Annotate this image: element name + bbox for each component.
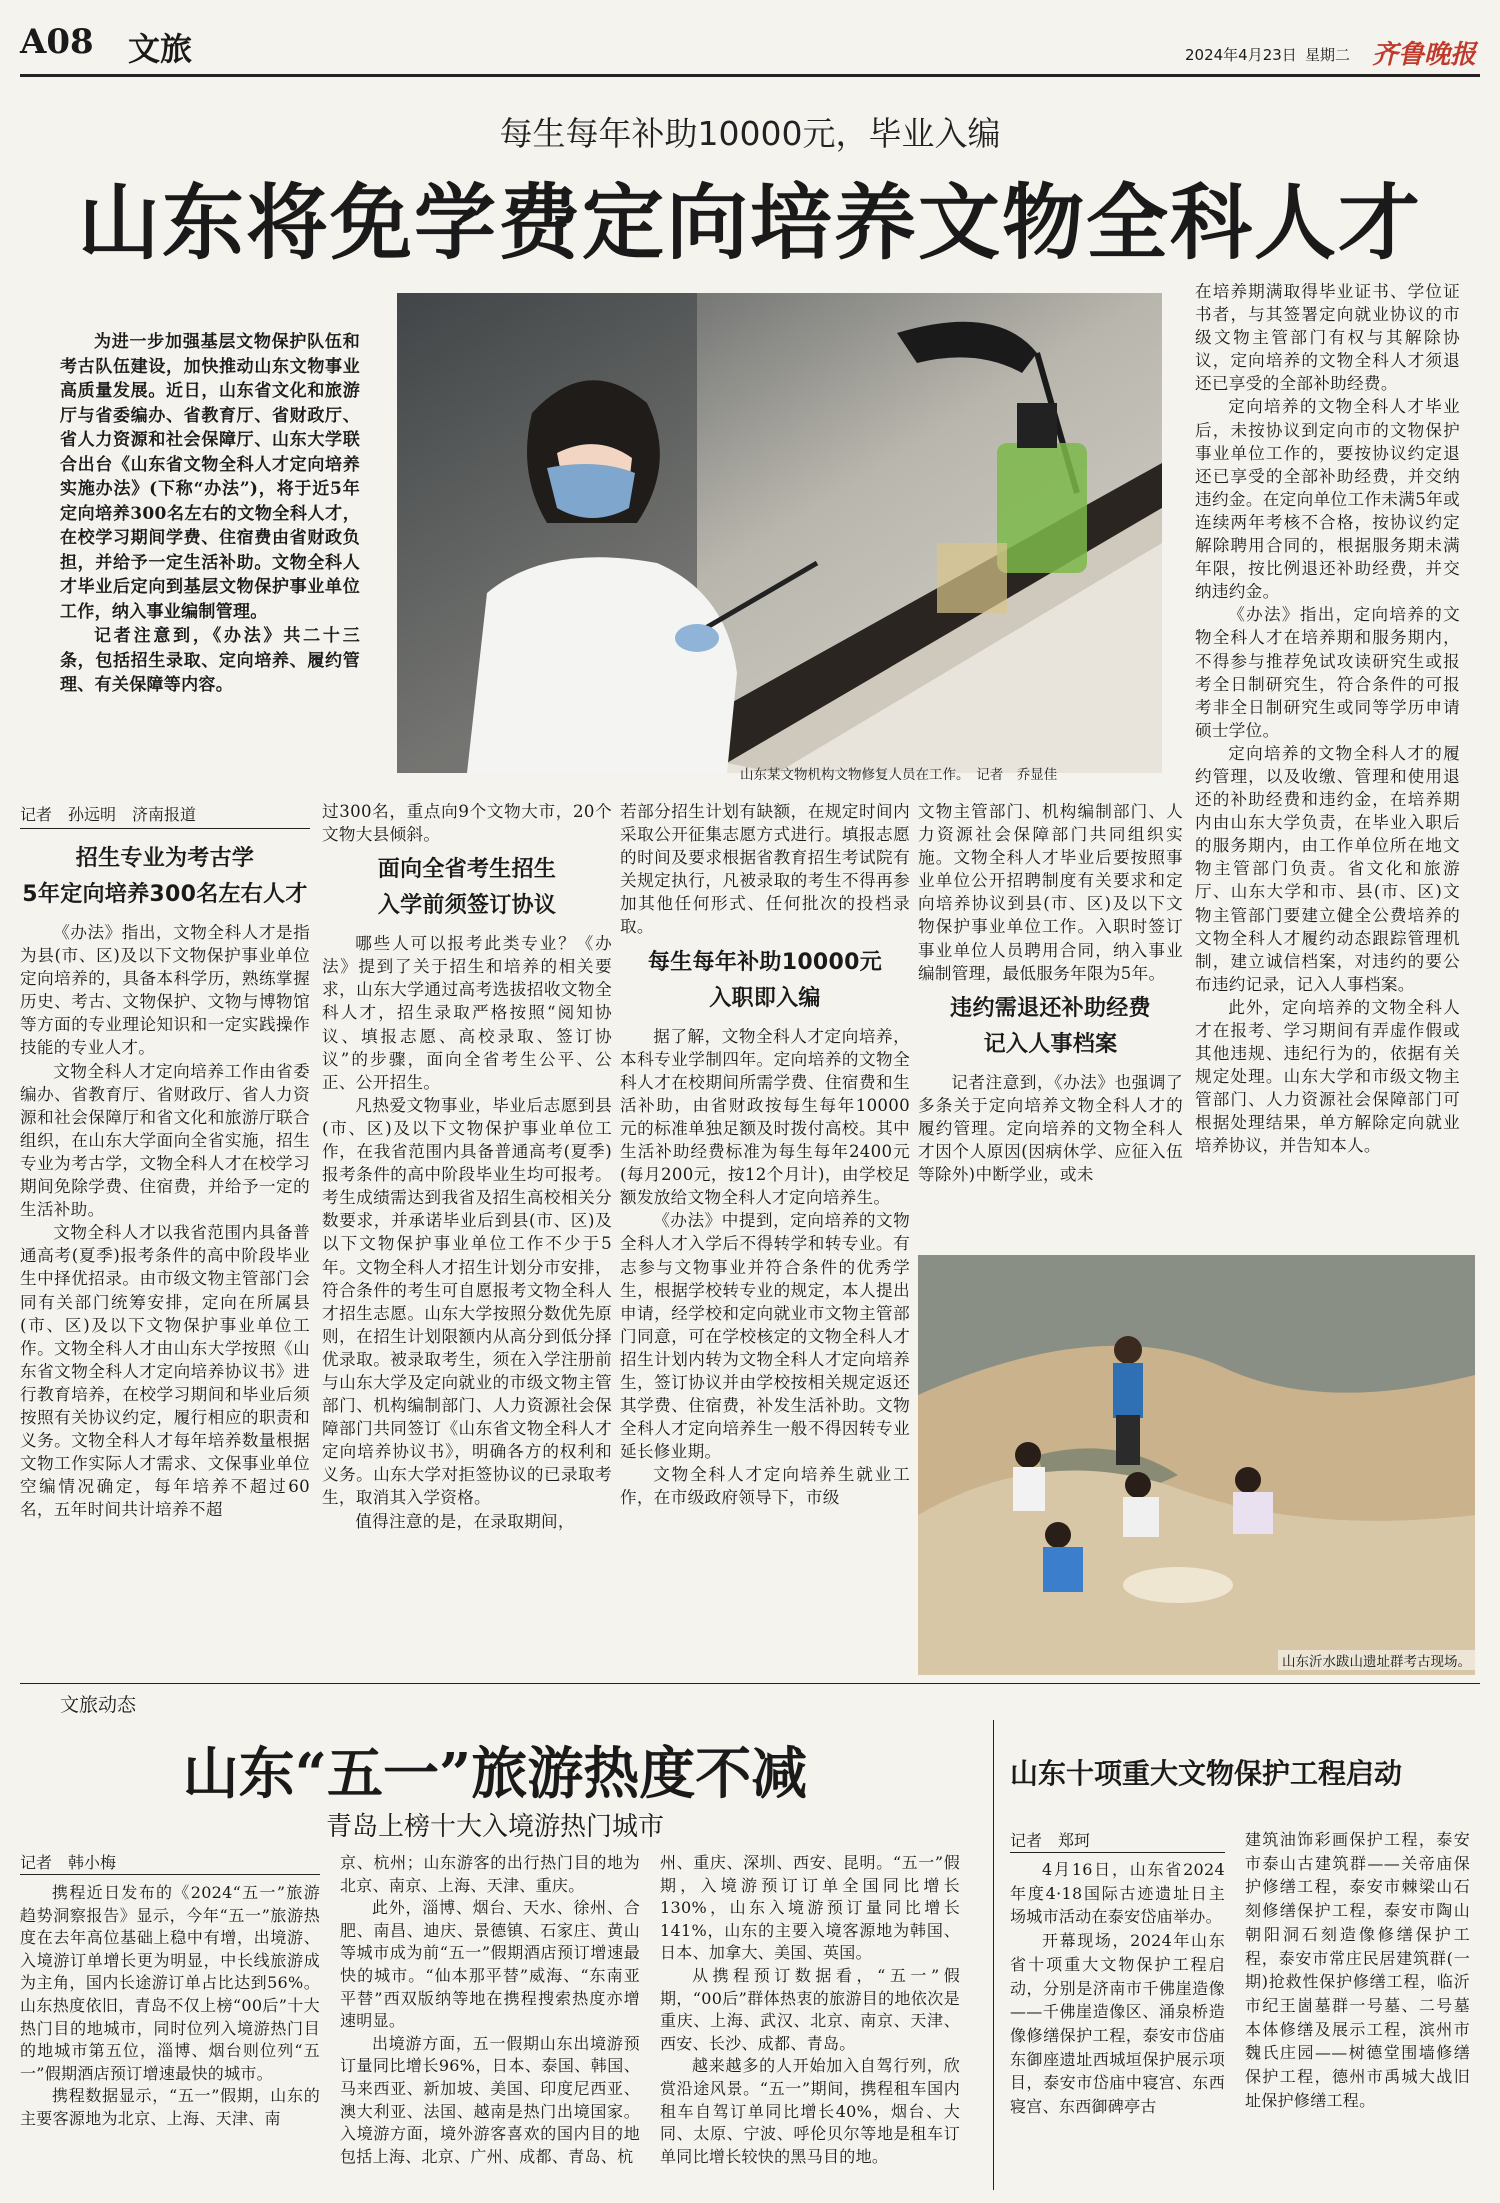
body-paragraph: 《办法》指出，定向培养的文物全科人才在培养期和服务期内，不得参与推荐免试攻读研究生或报考全日制研究生，符合条件的可报考非全日制研究生或同等学历申请硕士学位。 [1195, 605, 1460, 740]
section3-column-1 [1010, 1858, 1225, 2119]
photo1-caption: 山东某文物机构文物修复人员在工作。 记者 乔显佳 [740, 767, 1058, 783]
body-paragraph: 定向培养的文物全科人才毕业后，未按协议到定向市的文物保护事业单位工作的，要按协议约定退还已享受的全部补助经费，并交纳违约金。在定向单位工作未满5年或连续两年考核不合格，按协议约定解除聘用合同的，根据服务期未满年限，按比例退还补助经费，并交纳违约金。 [1195, 397, 1460, 602]
body-paragraph: 据了解，文物全科人才定向培养，本科专业学制四年。定向培养的文物全科人才在校期间所需学费、住宿费和生活补助，由省财政按每生每年10000元的标准单独足额及时拨付高校。其中生活补助经费标准为每生每年2400元(每月200元，按12个月计)，由学校足额发放给文物全科人才定向培养生。 [620, 1026, 910, 1208]
story1-column-3 [620, 800, 910, 1510]
subhead-enrollment [20, 841, 310, 913]
body-paragraph: 《办法》指出，文物全科人才是指为县(市、区)及以下文物保护事业单位定向培养的，具备本科学历，熟练掌握历史、考古、文物保护、文物与博物馆等方面的专业理论知识和一定实践操作技能的专业人才。 [20, 923, 310, 1058]
body-paragraph: 记者注意到，《办法》也强调了多条关于定向培养文物全科人才的履约管理。定向培养的文物全科人才因个人原因(因病休学、应征入伍等除外)中断学业，或未 [918, 1072, 1183, 1185]
body-paragraph: 文物全科人才定向培养生就业工作，在市级政府领导下，市级 [620, 1465, 910, 1508]
body-paragraph: 携程数据显示，“五一”假期，山东的主要客源地为北京、上海、天津、南 [20, 2086, 320, 2128]
section2-column-1 [20, 1882, 320, 2131]
excavation-site-photo [918, 1255, 1475, 1675]
section2-label: 文旅动态 [60, 1694, 137, 1716]
subhead-line: 入职即入编 [709, 985, 821, 1011]
photo2-caption: 山东沂水跋山遗址群考古现场。 [1278, 1650, 1475, 1670]
byline-divider [20, 828, 310, 829]
body-paragraph: 从携程预订数据看，“五一”假期，“00后”群体热衷的旅游目的地依次是重庆、上海、武汉、北京、南京、天津、西安、长沙、成都、青岛。 [660, 1965, 960, 2053]
subhead-line: 违约需退还补助经费 [950, 995, 1151, 1021]
body-paragraph: 值得注意的是，在录取期间， [355, 1511, 575, 1531]
body-paragraph: 此外，淄博、烟台、天水、徐州、合肥、南昌、迪庆、景德镇、石家庄、黄山等城市成为前“五一”假期酒店预订增速最快的城市。“仙本那平替”威海、“东南亚平替”西双版纳等地在携程搜索热度亦增速明显。 [340, 1898, 640, 2031]
section3-byline: 记者 郑珂 [1010, 1831, 1091, 1850]
body-paragraph: 哪些人可以报考此类专业？《办法》提到了关于招生和培养的相关要求，山东大学通过高考选拔招收文物全科人才，招生录取严格按照“阅知协议、填报志愿、高校录取、签订协议”的步骤，面向全省考生公平、公正、公开招生。 [322, 934, 612, 1092]
story1-column-4 [918, 800, 1183, 1186]
body-paragraph: 文物主管部门、机构编制部门、人力资源社会保障部门共同组织实施。文物全科人才毕业后要按照事业单位公开招聘制度有关要求和定向培养协议到县(市、区)及以下文物保护事业单位工作。入职时签订事业单位人员聘用合同，纳入事业编制管理，最低服务年限为5年。 [918, 802, 1183, 983]
section-name: 文旅 [128, 30, 193, 68]
body-paragraph: 文物全科人才以我省范围内具备普通高考(夏季)报考条件的高中阶段毕业生中择优招录。由市级文物主管部门会同有关部门统筹安排，定向在所属县(市、区)及以下文物保护事业单位工作。文物全科人才由山东大学按照《山东省文物全科人才定向培养协议书》进行教育培养，在校学习期间和毕业后须按照有关协议约定，履行相应的职责和义务。文物全科人才每年培养数量根据文物工作实际人才需求、文保事业单位空编情况确定，每年培养不超过60名，五年时间共计培养不超 [20, 1223, 310, 1520]
column-divider [993, 1720, 994, 2190]
body-paragraph: 在培养期满取得毕业证书、学位证书者，与其签署定向就业协议的市级文物主管部门有权与其解除协议，定向培养的文物全科人才须退还已享受的全部补助经费。 [1195, 282, 1460, 394]
body-paragraph: 京、杭州；山东游客的出行热门目的地为北京、南京、上海、天津、重庆。 [340, 1853, 640, 1895]
section2-byline-divider [20, 1874, 320, 1875]
story1-byline: 记者 孙远明 济南报道 [20, 805, 197, 824]
section2-column-3 [660, 1852, 960, 2168]
subhead-subsidy [620, 945, 910, 1017]
section2-kicker: 青岛上榜十大入境游热门城市 [325, 1812, 664, 1842]
section3-column-2 [1245, 1828, 1470, 2112]
subhead-line: 5年定向培养300名左右人才 [22, 882, 308, 907]
story1-lead [60, 330, 360, 698]
subhead-breach [918, 991, 1183, 1063]
section3-headline: 山东十项重大文物保护工程启动 [1010, 1757, 1403, 1790]
body-paragraph: 若部分招生计划有缺额，在规定时间内采取公开征集志愿方式进行。填报志愿的时间及要求根据省教育招生考试院有关规定执行，凡被录取的考生不得再参加其他任何形式、任何批次的投档录取。 [620, 802, 910, 937]
body-paragraph: 过300名，重点向9个文物大市，20个文物大县倾斜。 [322, 802, 612, 845]
body-paragraph: 州、重庆、深圳、西安、昆明。“五一”假期，入境游预订订单全国同比增长130%，山东入境游预订量同比增长141%，山东的主要入境客源地为韩国、日本、加拿大、美国、英国。 [660, 1853, 960, 1963]
page-code: A08 [20, 22, 94, 62]
body-paragraph: 定向培养的文物全科人才的履约管理，以及收缴、管理和使用退还的补助经费和违约金，在培养期内由山东大学负责，在毕业入职后的服务期内，由工作单位所在地文物主管部门负责。省文化和旅游厅、山东大学和市、县(市、区)文物主管部门要建立健全公费培养的文物全科人才履约动态跟踪管理机制，建立诚信档案，对违约的要公布违约记录，记入人事档案。 [1195, 743, 1460, 994]
story1-column-5 [1195, 280, 1460, 1158]
body-paragraph: 《办法》中提到，定向培养的文物全科人才入学后不得转学和转专业。有志参与文物事业并符合条件的优秀学生，根据学校转专业的规定，本人提出申请，经学校和定向就业市文物主管部门同意，可在学校核定的文物全科人才招生计划内转为文物全科人才定向培养生，签订协议并由学校按相关规定返还其学费、住宿费，补发生活补助。文物全科人才定向培养生一般不得因转专业延长修业期。 [620, 1211, 910, 1462]
subhead-line: 面向全省考生招生 [377, 857, 557, 883]
issue-date: 2024年4月23日 [1185, 46, 1297, 64]
subhead-line: 记入人事档案 [983, 1031, 1118, 1057]
section-divider [20, 1683, 1480, 1684]
conservation-lab-photo [397, 293, 1162, 773]
body-paragraph: 建筑油饰彩画保护工程，泰安市泰山古建筑群——关帝庙保护修缮工程，泰安市棘梁山石刻修缮保护工程，泰安市陶山朝阳洞石刻造像修缮保护工程，泰安市常庄民居建筑群(一期)抢救性保护修缮工程，临沂市纪王崮墓群一号墓、二号墓本体修缮及展示工程，滨州市魏氏庄园——树德堂围墙修缮保护工程，德州市禹城大战旧址保护修缮工程。 [1245, 1830, 1470, 2110]
subhead-line: 入学前须签订协议 [377, 893, 557, 919]
body-paragraph: 越来越多的人开始加入自驾行列，欣赏沿途风景。“五一”期间，携程租车国内租车自驾订单同比增长40%，烟台、大同、太原、宁波、呼伦贝尔等地是租车订单同比增长较快的黑马目的地。 [660, 2056, 960, 2166]
section3-byline-divider [1010, 1852, 1225, 1853]
newspaper-logo: 齐鲁晚报 [1372, 40, 1477, 70]
issue-weekday: 星期二 [1305, 46, 1351, 64]
body-paragraph: 文物全科人才定向培养工作由省委编办、省教育厅、省财政厅、省人力资源和社会保障厅和省文化和旅游厅联合组织，在山东大学面向全省实施，招生专业为考古学，文物全科人才在校学习期间免除学费、住宿费，并给予一定的生活补助。 [20, 1061, 310, 1220]
body-paragraph: 携程近日发布的《2024“五一”旅游趋势洞察报告》显示，今年“五一”旅游热度在去年高位基础上稳中有增，出境游、入境游订单增长更为明显，中长线旅游成为主角，国内长途游订单占比达到56%。山东热度依旧，青岛不仅上榜“00后”十大热门目的地城市，同时位列入境游热门目的地城市第五位，淄博、烟台则位列“五一”假期酒店预订增速最快的城市。 [20, 1883, 320, 2083]
story1-kicker: 每生每年补助10000元，毕业入编 [499, 114, 1001, 153]
body-paragraph: 此外，定向培养的文物全科人才在报考、学习期间有弄虚作假或其他违规、违纪行为的，依据有关规定处理。山东大学和市级文物主管部门、人力资源社会保障部门可根据处理结果，单方解除定向就业培养协议，并告知本人。 [1195, 997, 1460, 1156]
subhead-line: 招生专业为考古学 [75, 846, 255, 871]
story1-headline: 山东将免学费定向培养文物全科人才 [77, 175, 1422, 271]
story1-column-1 [20, 835, 310, 1521]
body-paragraph: 开幕现场，2024年山东省十项重大文物保护工程启动，分别是济南市千佛崖造像——千佛崖造像区、涌泉桥造像修缮保护工程，泰安市岱庙东御座遗址西城垣保护展示项目，泰安市岱庙中寝宫、东西寝宫、东西御碑亭古 [1010, 1931, 1225, 2117]
body-paragraph: 凡热爱文物事业，毕业后志愿到县(市、区)及以下文物保护事业单位工作，在我省范围内具备普通高考(夏季)报考条件的高中阶段毕业生均可报考。考生成绩需达到我省及招生高校相关分数要求，并承诺毕业后到县(市、区)及以下文物保护事业单位工作不少于5年。文物全科人才招生计划分市安排，符合条件的考生可自愿报考文物全科人才招生志愿。山东大学按照分数优先原则，在招生计划限额内从高分到低分择优录取。被录取考生，须在入学注册前与山东大学及定向就业的市级文物主管部门、机构编制部门、人力资源社会保障部门共同签订《山东省文物全科人才定向培养协议书》，明确各方的权利和义务。山东大学对拒签协议的已录取考生，取消其入学资格。 [322, 1095, 612, 1508]
header-divider [20, 74, 1480, 77]
section2-column-2 [340, 1852, 640, 2168]
body-paragraph: 出境游方面，五一假期山东出境游预订量同比增长96%，日本、泰国、韩国、马来西亚、新加坡、美国、印度尼西亚、澳大利亚、法国、越南是热门出境国家。入境游方面，境外游客喜欢的国内目的地包括上海、北京、广州、成都、青岛、杭 [340, 2033, 640, 2166]
lead-paragraph: 记者注意到，《办法》共二十三条，包括招生录取、定向培养、履约管理、有关保障等内容。 [60, 626, 360, 695]
section2-headline: 山东“五一”旅游热度不减 [182, 1741, 808, 1807]
lab-illustration [397, 293, 1162, 773]
subhead-line: 每生每年补助10000元 [647, 949, 883, 975]
lead-paragraph: 为进一步加强基层文物保护队伍和考古队伍建设，加快推动山东文物事业高质量发展。近日，山东省文化和旅游厅与省委编办、省教育厅、省财政厅、省人力资源和社会保障厅、山东大学联合出台《山东省文物全科人才定向培养实施办法》(下称“办法”)，将于近5年定向培养300名左右的文物全科人才，在校学习期间学费、住宿费由省财政负担，并给予一定生活补助。文物全科人才毕业后定向到基层文物保护事业单位工作，纳入事业编制管理。 [60, 332, 360, 622]
subhead-admission [322, 852, 612, 924]
story1-column-2 [322, 800, 612, 1533]
section2-byline: 记者 韩小梅 [20, 1853, 117, 1872]
excavation-illustration [918, 1255, 1475, 1675]
body-paragraph: 4月16日，山东省2024年度4·18国际古迹遗址日主场城市活动在泰安岱庙举办。 [1010, 1860, 1225, 1927]
